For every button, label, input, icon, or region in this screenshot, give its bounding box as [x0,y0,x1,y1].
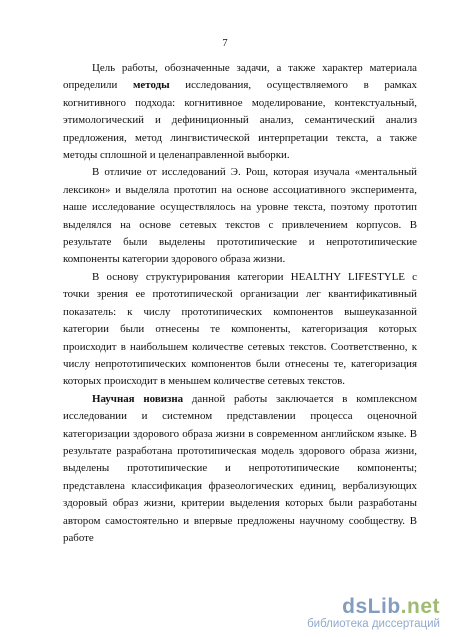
paragraph-structuring: В основу структурирования категории HEALTHY LIFESTYLE с точки зрения ее прототипической организации лег квантификативный показатель: к числу прототипических компонентов вышеуказанной категории были отнесены те компоненты, категоризация которых происходит в наибольшем количестве сетевых текстов. Соответственно, к числу непрототипических компонентов были отнесены те, категоризация которых происходит в меньшем количестве сетевых текстов. [63,270,417,388]
emphasis-term: Научная новизна [92,392,184,405]
page-number: 7 [222,38,228,49]
dslib-logo [307,596,440,618]
emphasis-term: методы [132,79,170,92]
document-body [63,60,417,547]
watermark-tagline: библиотека диссертаций [307,618,440,630]
paragraph-methods: Цель работы, обозначенные задачи, а также характер материала определили методы исследования, осуществляемого в рамках когнитивного подхода: когнитивное моделирование, контекстуальный, этимологический и дефиниционный анализ, семантический анализ предложения, метод лингвистической интерпретации текста, а также методы сплошной и целенаправленной выборки. [63,62,417,162]
logo-tld: .net [400,595,440,618]
logo-main: dsLib [342,595,401,618]
dslib-watermark [307,596,440,631]
paragraph-rosch-comparison: В отличие от исследований Э. Рош, которая изучала «ментальный лексикон» и выделяла прототип на основе ассоциативного эксперимента, наше исследование осуществлялось на уровне текста, поэтому прототип выделялся на основе сетевых текстов с привлечением корпусов. В результате были выделены прототипические и непрототипические компоненты категории здорового образа жизни. [63,166,417,266]
paragraph-novelty: Научная новизна данной работы заключается в комплексном исследовании и системном представлении процесса оценочной категоризации здорового образа жизни в современном английском языке. В результате разработана прототипическая модель здорового образа жизни, выделены прототипические и непрототипические компоненты; представлена классификация фразеологических единиц, вербализующих здоровый образ жизни, критерии выделения которых были разработаны автором самостоятельно и впервые предложены научному сообществу. В работе [63,392,417,544]
